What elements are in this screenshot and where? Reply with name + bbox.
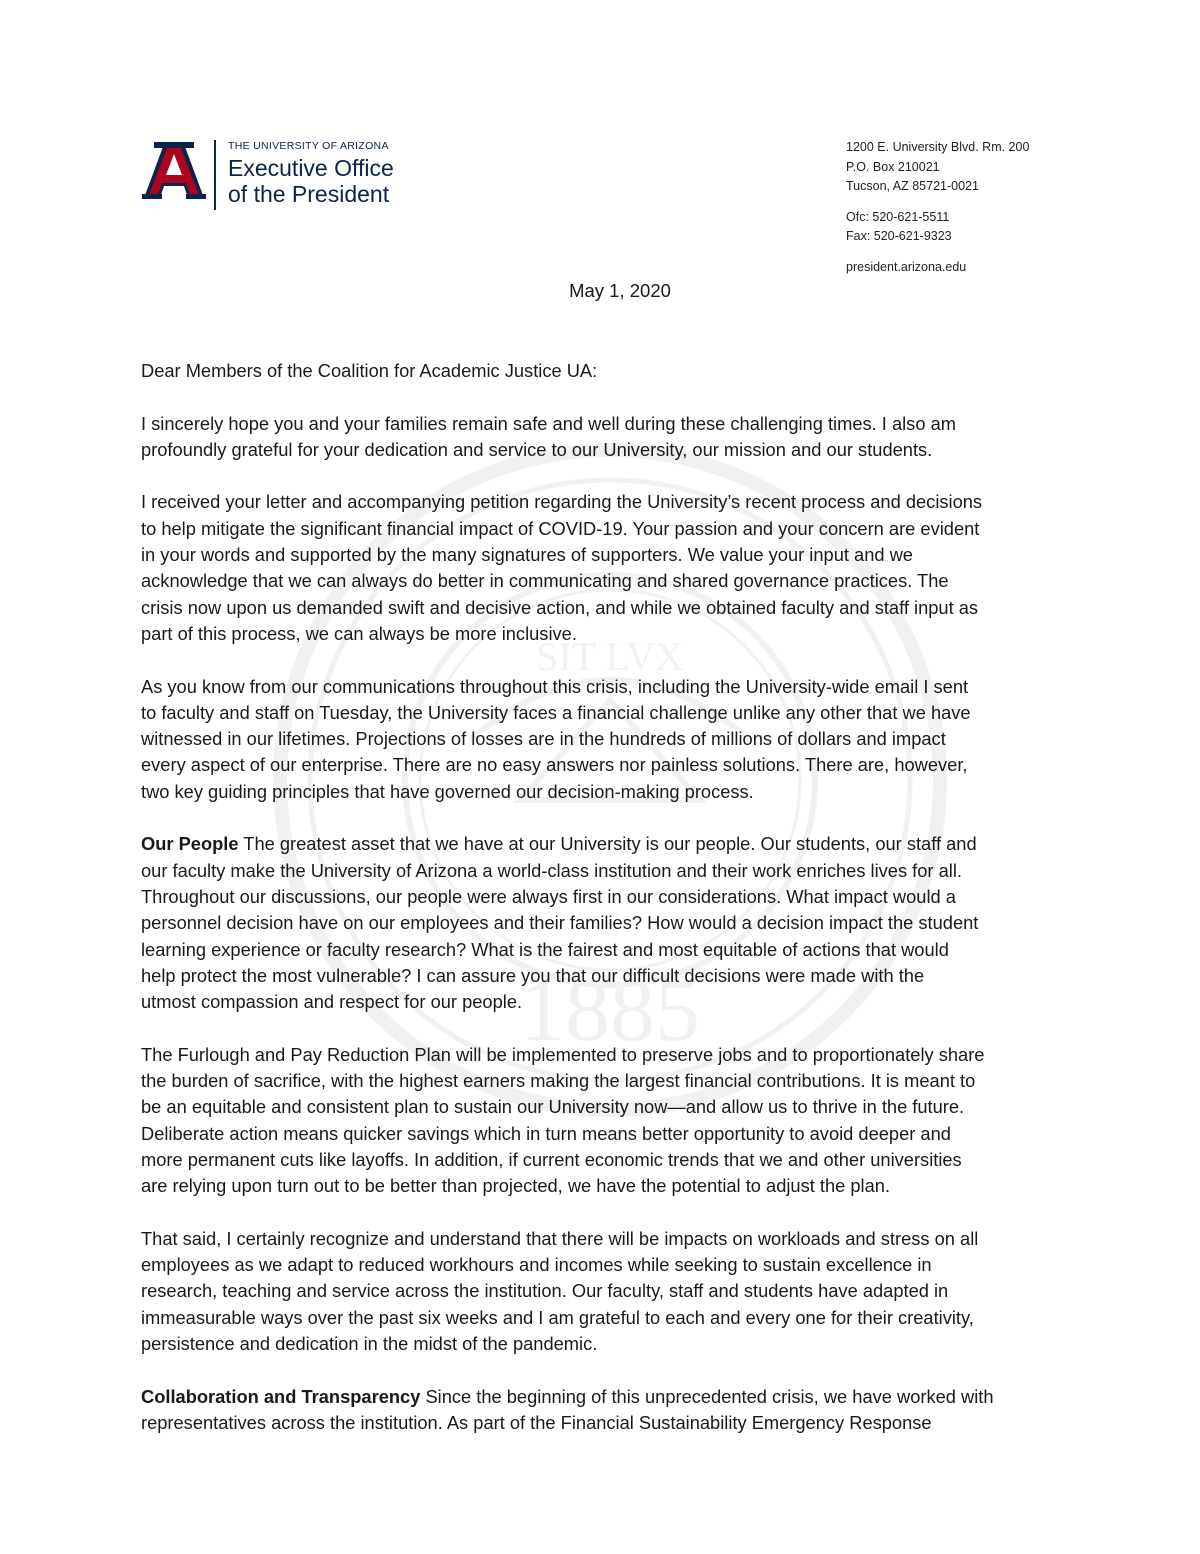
paragraph-3 [141,674,1071,805]
university-logo [140,136,440,216]
paragraph-line: to faculty and staff on Tuesday, the University faces a financial challenge unlike any other that we have [141,701,971,723]
paragraph-line: witnessed in our lifetimes. Projections of losses are in the hundreds of millions of dollars and impact [141,728,946,750]
paragraph-line: to help mitigate the significant financial impact of COVID-19. Your passion and your concern are evident [141,517,980,539]
paragraph-line: The Furlough and Pay Reduction Plan will be implemented to preserve jobs and to proportionately share [141,1043,985,1065]
fax-number: Fax: 520-621-9323 [846,229,952,243]
paragraph-line: I received your letter and accompanying petition regarding the University’s recent process and decisions [141,491,983,513]
paragraph-line: personnel decision have on our employees and their families? How would a decision impact the student [141,912,979,934]
paragraph-line: our faculty make the University of Arizona a world-class institution and their work enriches lives for all. [141,859,962,881]
paragraph-line: immeasurable ways over the past six weeks and I am grateful to each and every one for their creativity, [141,1306,974,1328]
paragraph-our-people [141,831,1071,1015]
paragraph-5 [141,1042,1071,1200]
paragraph-6 [141,1226,1071,1357]
paragraph-line: research, teaching and service across the institution. Our faculty, staff and students have adapted in [141,1280,949,1302]
paragraph-line: two key guiding principles that have governed our decision-making process. [141,780,754,802]
paragraph-line [141,831,1071,857]
block-a-logo-icon [140,140,208,200]
paragraph-line: crisis now upon us demanded swift and decisive action, and while we obtained faculty and staff input as [141,596,979,618]
office-name-line2: of the President [228,181,390,207]
address-line1: 1200 E. University Blvd. Rm. 200 [846,140,1030,154]
paragraph-line: more permanent cuts like layoffs. In addition, if current economic trends that we and other universities [141,1148,962,1170]
seal-motto: SIT LVX [536,634,684,679]
website-link[interactable]: president.arizona.edu [846,259,967,274]
office-name-line1: Executive Office [228,155,394,181]
paragraph-line-text: The greatest asset that we have at our University is our people. Our students, our staff and [238,833,977,855]
paragraph-line: every aspect of our enterprise. There are no easy answers nor painless solutions. There are, however, [141,754,968,776]
address-line3: Tucson, AZ 85721-0021 [846,179,979,193]
paragraph-line [141,1384,1071,1410]
paragraph-line: Deliberate action means quicker savings which in turn means better opportunity to avoid deeper and [141,1122,951,1144]
letter-body [141,358,1071,1462]
university-name: THE UNIVERSITY OF ARIZONA [228,140,389,152]
address-block [846,138,1029,277]
paragraph-line: learning experience or faculty research? What is the fairest and most equitable of actions that would [141,938,949,960]
address-line2: P.O. Box 210021 [846,159,940,174]
paragraph-line: Throughout our discussions, our people were always first in our considerations. What impact would a [141,885,956,907]
paragraph-line: in your words and supported by the many signatures of supporters. We value your input and we [141,544,913,566]
office-phone: Ofc: 520-621-5511 [846,209,950,224]
paragraph-line: part of this process, we can always be more inclusive. [141,622,577,644]
section-heading-our-people: Our People [141,833,239,855]
paragraph-line: utmost compassion and respect for our people. [141,991,523,1013]
section-heading-collaboration: Collaboration and Transparency [141,1385,421,1407]
paragraph-line: persistence and dedication in the midst of the pandemic. [141,1332,598,1354]
paragraph-line: As you know from our communications throughout this crisis, including the University-wide email I sent [141,675,969,697]
salutation: Dear Members of the Coalition for Academic Justice UA: [141,360,598,381]
paragraph-line: employees as we adapt to reduced workhours and incomes while seeking to sustain excellence in [141,1254,932,1276]
paragraph-line: That said, I certainly recognize and understand that there will be impacts on workloads and stress on all [141,1227,979,1249]
letter-date: May 1, 2020 [569,280,671,301]
paragraph-line-text: Since the beginning of this unprecedented crisis, we have worked with [420,1385,994,1407]
paragraph-line: are relying upon turn out to be better than projected, we have the potential to adjust the plan. [141,1175,891,1197]
paragraph-collaboration [141,1384,1071,1437]
paragraph-1 [141,411,1071,464]
seal-year: 1885 [520,961,700,1060]
paragraph-2 [141,489,1071,647]
paragraph-line: I sincerely hope you and your families remain safe and well during these challenging times. I also am [141,412,956,434]
logo-divider [214,140,216,210]
paragraph-line: representatives across the institution. As part of the Financial Sustainability Emergency Response [141,1411,932,1433]
paragraph-line: the burden of sacrifice, with the highest earners making the largest financial contributions. It is meant to [141,1070,976,1092]
paragraph-line: be an equitable and consistent plan to sustain our University now—and allow us to thrive in the future. [141,1096,965,1118]
paragraph-line: profoundly grateful for your dedication and service to our University, our mission and our students. [141,438,933,460]
paragraph-line: help protect the most vulnerable? I can assure you that our difficult decisions were made with the [141,964,925,986]
paragraph-line: acknowledge that we can always do better in communicating and shared governance practices. The [141,570,949,592]
